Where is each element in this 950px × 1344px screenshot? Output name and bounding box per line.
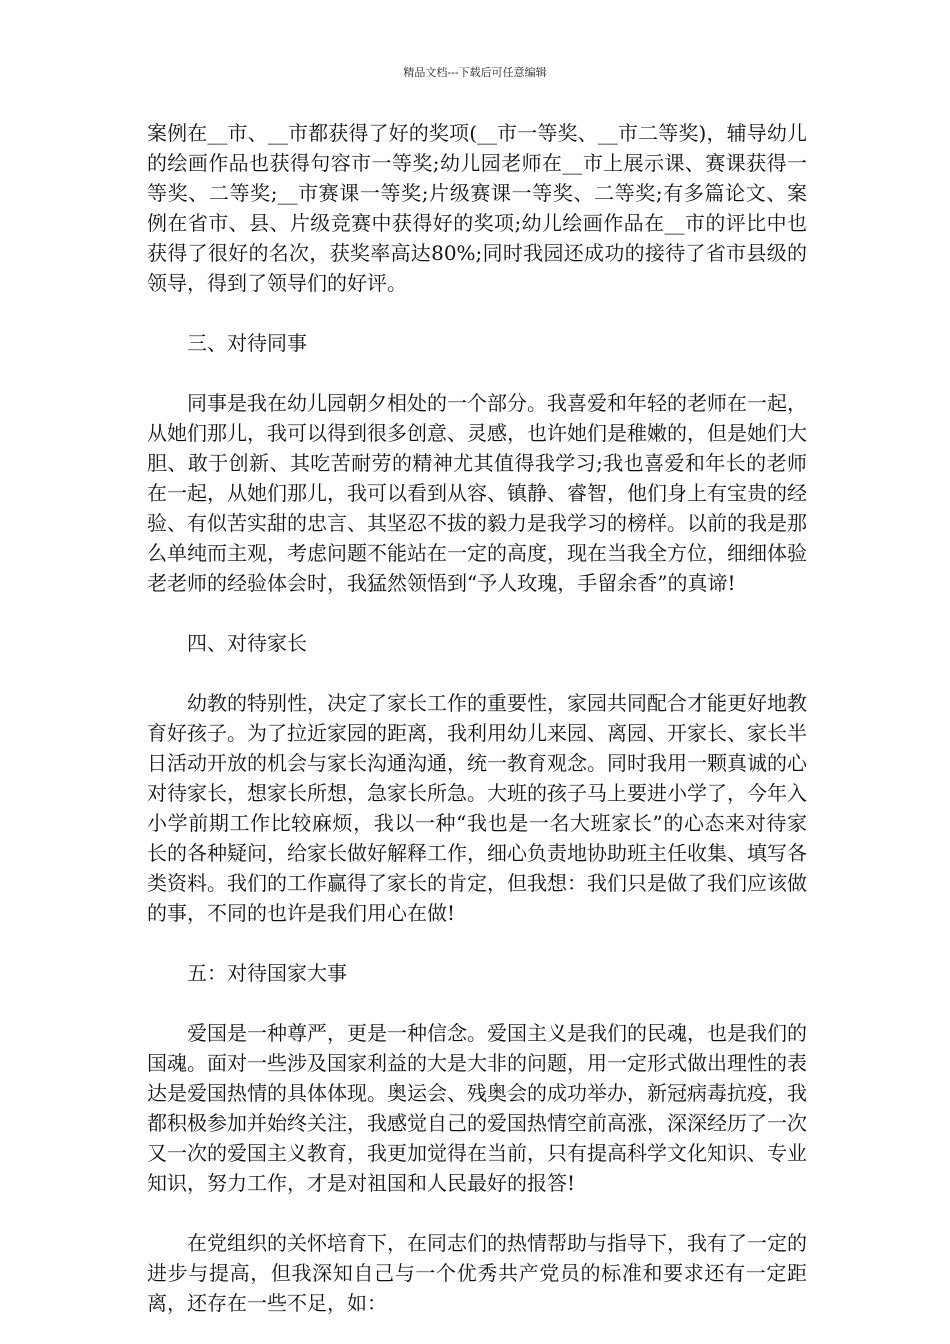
section-heading-national-affairs: 五：对待国家大事 (187, 961, 347, 985)
paragraph-awards: 案例在__市、__市都获得了好的奖项(__市一等奖、__市二等奖)，辅导幼儿的绘画作品也获得句容市一等奖;幼儿园老师在__市上展示课、赛课获得一等奖、二等奖;__市赛课一等奖;片级赛课一等奖、二等奖;有多篇论文、案例在省市、县、片级竞赛中获得好的奖项;幼儿绘画作品在__市的评比中也获得了很好的名次，获奖率高达80%;同时我园还成功的接待了省市县级的领导，得到了领导们的好评。 (147, 121, 807, 295)
paragraph-conclusion: 在党组织的关怀培育下，在同志们的热情帮助与指导下，我有了一定的进步与提高，但我深知自己与一个优秀共产党员的标准和要求还有一定距离，还存在一些不足，如： (147, 1231, 807, 1315)
document-body (147, 118, 807, 1318)
page-header: 精品文档---下载后可任意编辑 (403, 66, 547, 79)
paragraph-parents: 幼教的特别性，决定了家长工作的重要性，家园共同配合才能更好地教育好孩子。为了拉近家园的距离，我利用幼儿来园、离园、开家长、家长半日活动开放的机会与家长沟通沟通，统一教育观念。同时我用一颗真诚的心对待家长，想家长所想，急家长所急。大班的孩子马上要进小学了，今年入小学前期工作比较麻烦，我以一种“我也是一名大班家长”的心态来对待家长的各种疑问，给家长做好解释工作，细心负责地协助班主任收集、填写各类资料。我们的工作赢得了家长的肯定，但我想：我们只是做了我们应该做的事，不同的也许是我们用心在做! (147, 691, 807, 925)
section-heading-colleagues: 三、对待同事 (187, 331, 307, 355)
section-heading-parents: 四、对待家长 (187, 631, 307, 655)
paragraph-colleagues: 同事是我在幼儿园朝夕相处的一个部分。我喜爱和年轻的老师在一起，从她们那儿，我可以得到很多创意、灵感，也许她们是稚嫩的，但是她们大胆、敢于创新、其吃苦耐劳的精神尤其值得我学习;我也喜爱和年长的老师在一起，从她们那儿，我可以看到从容、镇静、睿智，他们身上有宝贵的经验、有似苦实甜的忠言、其坚忍不拔的毅力是我学习的榜样。以前的我是那么单纯而主观，考虑问题不能站在一定的高度，现在当我全方位，细细体验老老师的经验体会时，我猛然领悟到“予人玫瑰，手留余香”的真谛! (147, 391, 807, 595)
paragraph-patriotism: 爱国是一种尊严，更是一种信念。爱国主义是我们的民魂，也是我们的国魂。面对一些涉及国家利益的大是大非的问题，用一定形式做出理性的表达是爱国热情的具体体现。奥运会、残奥会的成功举办，新冠病毒抗疫，我都积极参加并始终关注，我感觉自己的爱国热情空前高涨，深深经历了一次又一次的爱国主义教育，我更加觉得在当前，只有提高科学文化知识、专业知识，努力工作，才是对祖国和人民最好的报答! (147, 1021, 807, 1195)
